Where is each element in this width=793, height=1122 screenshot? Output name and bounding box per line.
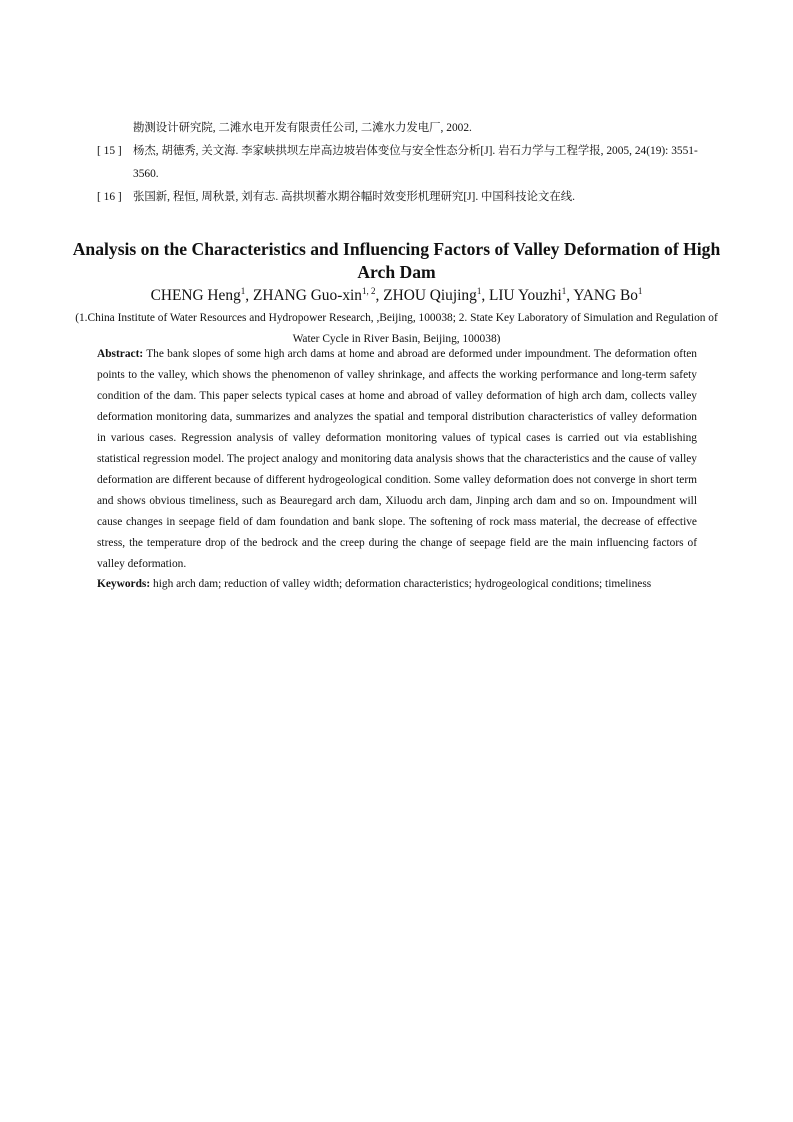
author: ZHANG Guo-xin$^{1, 2}$, — [252, 285, 384, 304]
reference-number: [ 15 ] — [97, 145, 122, 157]
paper-title: Analysis on the Characteristics and Influencing Factors of Valley Deformation of High Arch Dam — [72, 239, 721, 282]
reference-item-15 — [97, 140, 699, 186]
author: ZHOU Qiujing$^1$, — [383, 285, 490, 304]
keywords-text: high arch dam; reduction of valley width; deformation characteristics; hydrogeological conditions; timeliness — [153, 578, 652, 590]
reference-text: 杨杰, 胡德秀, 关文海. 李家峡拱坝左岸高边坡岩体变位与安全性态分析[J]. 岩石力学与工程学报, 2005, 24(19): 3551-3560. — [133, 145, 698, 180]
author: YANG Bo$^1$ — [573, 285, 643, 304]
affiliation: (1.China Institute of Water Resources and Hydropower Research, ,Beijing, 100038; 2. State Key Laboratory of Simulation and Regulation of Water Cycle in River Basin, Beijing, 100038) — [75, 312, 718, 345]
keywords-label: Keywords: — [97, 578, 151, 590]
keywords — [97, 574, 697, 595]
author: LIU Youzhi$^1$, — [489, 285, 574, 304]
abstract — [97, 344, 697, 575]
title-block — [70, 238, 723, 350]
reference-text: 张国新, 程恒, 周秋景, 刘有志. 高拱坝蓄水期谷幅时效变形机理研究[J]. 中国科技论文在线. — [133, 191, 576, 203]
author-list — [70, 285, 723, 307]
author: CHENG Heng$^1$, — [150, 285, 253, 304]
reference-list — [97, 117, 699, 209]
reference-continuation: 勘测设计研究院, 二滩水电开发有限责任公司, 二滩水力发电厂, 2002. — [133, 122, 472, 134]
abstract-label: Abstract: — [97, 348, 144, 360]
abstract-text: The bank slopes of some high arch dams at home and abroad are deformed under impoundment. The deformation often points to the valley, which shows the phenomenon of valley shrinkage, and affects the working performance and long-term safety condition of the dam. This paper selects typical cases at home and abroad of valley deformation of high arch dam, collects valley deformation monitoring data, summarizes and analyzes the spatial and temporal distribution characteristics of valley deformation in various cases. Regression analysis of valley deformation monitoring values of typical cases is carried out via establishing statistical regression model. The project analogy and monitoring data analysis shows that the characteristics and the cause of valley deformation are different because of different hydrogeological condition. Some valley deformation does not converge in short term and shows obvious timeliness, such as Beauregard arch dam, Xiluodu arch dam, Jinping arch dam and so on. Impoundment will cause changes in seepage field of dam foundation and bank slope. The softening of rock mass material, the decrease of effective stress, the temperature drop of the bedrock and the creep during the change of seepage field are the main influencing factors of valley deformation. — [97, 348, 697, 570]
reference-number: [ 16 ] — [97, 191, 122, 203]
reference-item-16 — [97, 186, 699, 209]
